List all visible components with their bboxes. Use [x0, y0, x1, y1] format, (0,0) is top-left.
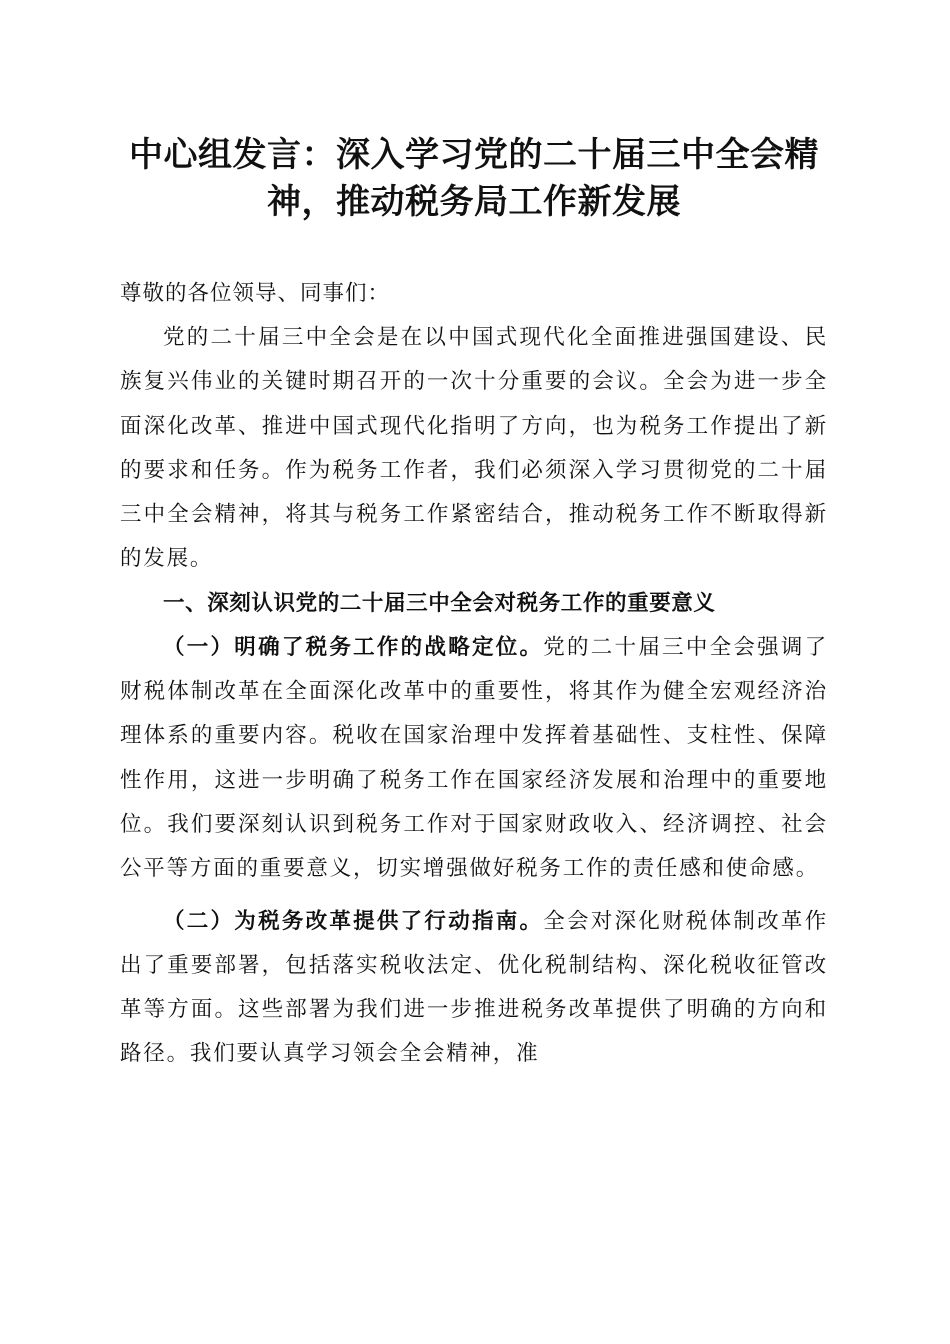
item-paragraph-2: [120, 900, 828, 1077]
salutation: 尊敬的各位领导、同事们：: [120, 281, 391, 306]
document-page: [120, 132, 828, 1077]
title-line-1: 中心组发言：深入学习党的二十届三中全会精: [129, 135, 819, 175]
intro-paragraph: 党的二十届三中全会是在以中国式现代化全面推进强国建设、民族复兴伟业的关键时期召开的一次十分重要的会议。全会为进一步全面深化改革、推进中国式现代化指明了方向，也为税务工作提出了新的要求和任务。作为税务工作者，我们必须深入学习贯彻党的二十届三中全会精神，将其与税务工作紧密结合，推动税务工作不断取得新的发展。: [120, 325, 828, 572]
item-body-2: 全会对深化财税体制改革作出了重要部署，包括落实税收法定、优化税制结构、深化税收征管改革等方面。这些部署为我们进一步推进税务改革提供了明确的方向和路径。我们要认真学习领会全会精神，准: [120, 908, 828, 1067]
section-heading-1: 一、深刻认识党的二十届三中全会对税务工作的重要意义: [163, 590, 716, 616]
item-lead-2: （二）为税务改革提供了行动指南。: [163, 908, 544, 934]
title-line-2: 神，推动税务局工作新发展: [267, 182, 681, 222]
item-paragraph-1: [120, 626, 828, 892]
item-body-1: 党的二十届三中全会强调了财税体制改革在全面深化改革中的重要性，将其作为健全宏观经济治理体系的重要内容。税收在国家治理中发挥着基础性、支柱性、保障性作用，这进一步明确了税务工作在国家经济发展和治理中的重要地位。我们要深刻认识到税务工作对于国家财政收入、经济调控、社会公平等方面的重要意义，切实增强做好税务工作的责任感和使命感。: [120, 634, 828, 882]
item-lead-1: （一）明确了税务工作的战略定位。: [163, 634, 544, 660]
document-title: [120, 132, 828, 226]
